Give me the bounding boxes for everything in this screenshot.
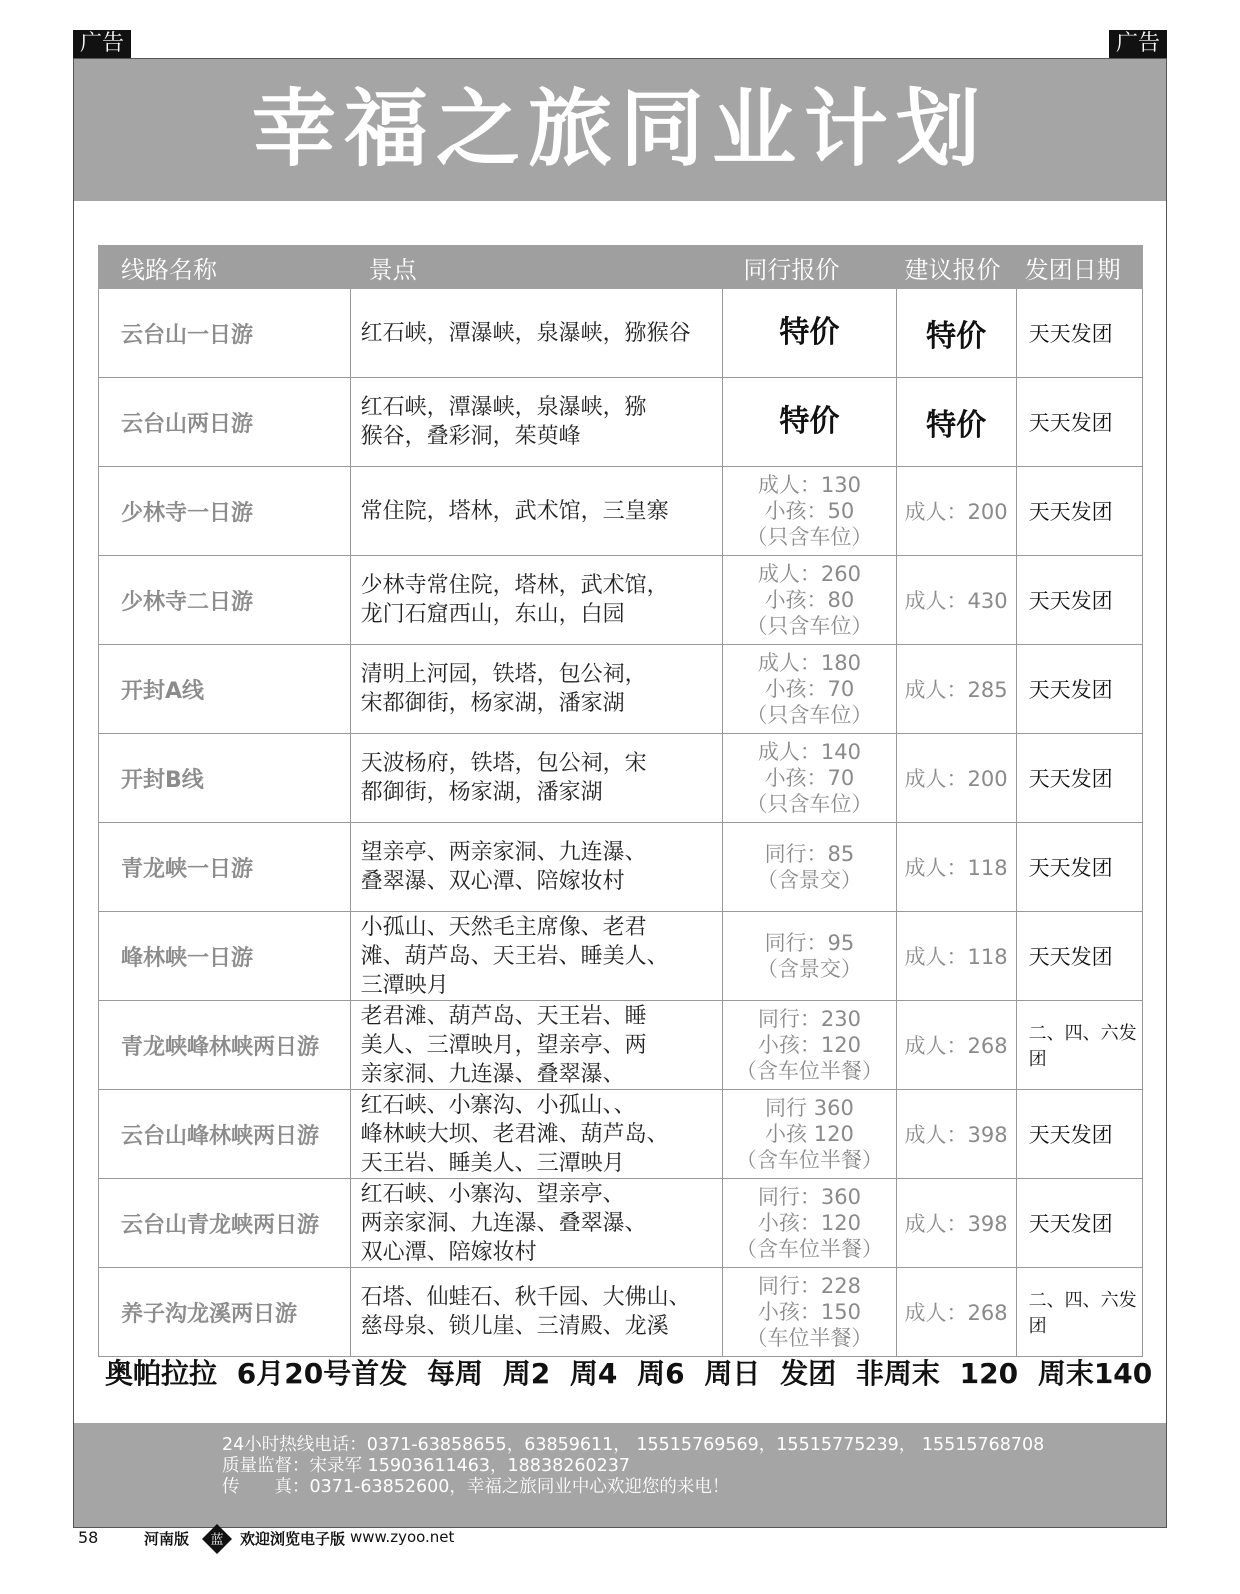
- suggested-price: 成人：118: [896, 912, 1016, 1001]
- sights-line: 峰林峡大坝、老君滩、葫芦岛、: [360, 1121, 669, 1147]
- price-line: 小孩 120: [765, 1122, 854, 1146]
- page-title: 幸福之旅同业计划: [251, 80, 988, 178]
- price-line: 小孩：80: [764, 588, 855, 612]
- peer-price: [723, 1268, 896, 1357]
- departure-date: 天天发团: [1016, 378, 1142, 467]
- price-line: （含车位半餐）: [735, 1237, 883, 1261]
- table-row: [99, 1001, 1143, 1090]
- route-sights: [350, 734, 723, 823]
- departure-date: 天天发团: [1016, 912, 1142, 1001]
- sights-line: 小孤山、天然毛主席像、老君: [360, 914, 647, 940]
- price-line: 特价: [779, 404, 840, 439]
- logo-char: 蓝: [210, 1533, 224, 1548]
- suggested-price: 成人：430: [896, 556, 1016, 645]
- route-sights: [350, 467, 723, 556]
- route-sights: [350, 1268, 723, 1357]
- sights-line: 猴谷，叠彩洞，茱萸峰: [360, 424, 581, 449]
- price-line: （只含车位）: [746, 703, 873, 727]
- route-name: 开封B线: [99, 734, 351, 823]
- route-sights: [350, 378, 723, 467]
- table-row: [99, 734, 1143, 823]
- suggested-price: 特价: [896, 378, 1016, 467]
- departure-date: 天天发团: [1016, 734, 1142, 823]
- sights-line: 红石峡、小寨沟、望亲亭、: [360, 1181, 625, 1207]
- price-line: 小孩：70: [764, 677, 855, 701]
- route-name: 开封A线: [99, 645, 351, 734]
- hotline-text: 24小时热线电话：0371-63858655，63859611， 15515769569，15515775239， 15515768708: [222, 1435, 1045, 1455]
- price-line: 小孩：120: [757, 1211, 861, 1235]
- price-line: （只含车位）: [746, 614, 873, 638]
- price-line: 同行：228: [757, 1274, 861, 1298]
- table-row: [99, 378, 1143, 467]
- sights-line: 望亲亭、两亲家洞、九连瀑、: [360, 840, 647, 865]
- peer-price: [723, 823, 896, 912]
- price-line: 成人：140: [757, 740, 861, 764]
- sights-line: 都御街，杨家湖，潘家湖: [360, 780, 603, 805]
- suggested-price: 成人：398: [896, 1179, 1016, 1268]
- route-name: 少林寺一日游: [99, 467, 351, 556]
- title-banner: [74, 59, 1166, 201]
- sights-line: 红石峡，潭瀑峡，泉瀑峡，猕猴谷: [360, 320, 691, 346]
- sights-line: 叠翠瀑、双心潭、陪嫁妆村: [360, 869, 625, 894]
- route-sights: [350, 823, 723, 912]
- header-suggested-price: 建议报价: [896, 246, 1016, 289]
- price-line: 同行：95: [764, 931, 855, 955]
- ad-label-left: 广告: [73, 30, 131, 58]
- table-row: [99, 1179, 1143, 1268]
- route-name: 云台山两日游: [99, 378, 351, 467]
- sights-line: 老君滩、葫芦岛、天王岩、睡: [360, 1003, 647, 1029]
- peer-price: [723, 467, 896, 556]
- price-line: 小孩：70: [764, 766, 855, 790]
- route-name: 云台山一日游: [99, 289, 351, 378]
- sights-line: 美人、三潭映月，望亲亭、两: [360, 1032, 647, 1058]
- price-line: （车位半餐）: [746, 1326, 873, 1350]
- peer-price: [723, 556, 896, 645]
- suggested-price: 成人：268: [896, 1001, 1016, 1090]
- sights-line: 龙门石窟西山，东山，白园: [360, 602, 625, 627]
- route-table: [98, 245, 1143, 1357]
- sights-line: 宋都御街，杨家湖，潘家湖: [360, 691, 625, 716]
- sights-line: 双心潭、陪嫁妆村: [360, 1239, 537, 1265]
- sights-line: 天王岩、睡美人、三潭映月: [360, 1150, 625, 1176]
- sights-line: 三潭映月: [360, 972, 449, 998]
- suggested-price: 特价: [896, 289, 1016, 378]
- sights-line: 红石峡、小寨沟、小孤山、、: [360, 1092, 636, 1118]
- sights-line: 石塔、仙蛙石、秋千园、大佛山、: [360, 1285, 691, 1310]
- suggested-price: 成人：268: [896, 1268, 1016, 1357]
- price-line: （只含车位）: [746, 792, 873, 816]
- table-header-row: [99, 246, 1143, 289]
- edition-label: 河南版: [144, 1530, 190, 1548]
- departure-date: 天天发团: [1016, 1179, 1142, 1268]
- route-name: 云台山青龙峡两日游: [99, 1179, 351, 1268]
- table-row: [99, 467, 1143, 556]
- price-line: 成人：180: [757, 651, 861, 675]
- page-number: 58: [78, 1528, 99, 1547]
- price-line: （含景交）: [756, 868, 862, 892]
- price-line: （含车位半餐）: [735, 1148, 883, 1172]
- departure-date: 天天发团: [1016, 467, 1142, 556]
- price-line: 成人：260: [757, 562, 861, 586]
- table-row: [99, 1268, 1143, 1357]
- price-line: 小孩：120: [757, 1033, 861, 1057]
- sights-line: 清明上河园，铁塔，包公祠，: [360, 662, 647, 687]
- price-line: （含景交）: [756, 957, 862, 981]
- supervisor-text: 质量监督：宋录军 15903611463，18838260237: [222, 1456, 631, 1476]
- route-name: 少林寺二日游: [99, 556, 351, 645]
- price-line: 同行：230: [757, 1007, 861, 1031]
- header-departure-date: 发团日期: [1016, 246, 1142, 289]
- table-row: [99, 645, 1143, 734]
- route-sights: [350, 645, 723, 734]
- header-peer-price: 同行报价: [723, 246, 896, 289]
- departure-date: 天天发团: [1016, 556, 1142, 645]
- peer-price: [723, 1179, 896, 1268]
- peer-price: [723, 734, 896, 823]
- departure-date: 天天发团: [1016, 645, 1142, 734]
- suggested-price: 成人：118: [896, 823, 1016, 912]
- peer-price: [723, 1090, 896, 1179]
- departure-date: 二、四、六发团: [1016, 1268, 1142, 1357]
- sights-line: 常住院，塔林，武术馆，三皇寨: [360, 498, 669, 524]
- route-sights: [350, 556, 723, 645]
- price-line: 同行 360: [765, 1096, 854, 1120]
- table-row: [99, 289, 1143, 378]
- contact-info: [222, 1435, 1044, 1498]
- price-line: 成人：130: [757, 473, 861, 497]
- sights-line: 天波杨府，铁塔，包公祠，宋: [360, 751, 647, 776]
- price-line: 特价: [779, 315, 840, 350]
- welcome-text: 欢迎浏览电子版: [240, 1530, 346, 1548]
- fax-text: 传 真：0371-63852600，幸福之旅同业中心欢迎您的来电！: [222, 1477, 730, 1497]
- sights-line: 滩、葫芦岛、天王岩、睡美人、: [360, 943, 669, 969]
- sights-line: 慈母泉、锁儿崖、三清殿、龙溪: [360, 1314, 669, 1339]
- suggested-price: 成人：200: [896, 734, 1016, 823]
- departure-date: 天天发团: [1016, 289, 1142, 378]
- peer-price: [723, 912, 896, 1001]
- suggested-price: 成人：285: [896, 645, 1016, 734]
- contact-band: [74, 1423, 1166, 1527]
- route-name: 青龙峡一日游: [99, 823, 351, 912]
- sights-line: 两亲家洞、九连瀑、叠翠瀑、: [360, 1210, 647, 1236]
- peer-price: [723, 289, 896, 378]
- departure-date: 天天发团: [1016, 1090, 1142, 1179]
- price-line: 小孩：150: [757, 1300, 861, 1324]
- promo-note: 奥帕拉拉 6月20号首发 每周 周2 周4 周6 周日 发团 非周末 120 周末140: [105, 1357, 1153, 1390]
- sights-line: 亲家洞、九连瀑、叠翠瀑、: [360, 1061, 625, 1087]
- header-sights: 景点: [350, 246, 723, 289]
- sights-line: 少林寺常住院，塔林，武术馆，: [360, 573, 669, 598]
- route-table-body: [99, 289, 1143, 1357]
- peer-price: [723, 1001, 896, 1090]
- table-row: [99, 1090, 1143, 1179]
- route-sights: [350, 289, 723, 378]
- route-name: 峰林峡一日游: [99, 912, 351, 1001]
- price-line: 小孩：50: [764, 499, 855, 523]
- suggested-price: 成人：200: [896, 467, 1016, 556]
- departure-date: 二、四、六发团: [1016, 1001, 1142, 1090]
- route-name: 云台山峰林峡两日游: [99, 1090, 351, 1179]
- route-sights: [350, 1001, 723, 1090]
- price-line: （只含车位）: [746, 525, 873, 549]
- table-row: [99, 912, 1143, 1001]
- price-line: 同行：360: [757, 1185, 861, 1209]
- peer-price: [723, 378, 896, 467]
- price-line: 同行：85: [764, 842, 855, 866]
- route-sights: [350, 912, 723, 1001]
- magazine-logo-icon: [202, 1524, 232, 1554]
- ad-label-right: 广告: [1109, 30, 1167, 58]
- header-route-name: 线路名称: [99, 246, 351, 289]
- sights-line: 红石峡，潭瀑峡，泉瀑峡，猕: [360, 395, 647, 420]
- price-line: （含车位半餐）: [735, 1059, 883, 1083]
- site-url[interactable]: www.zyoo.net: [350, 1528, 455, 1546]
- route-sights: [350, 1179, 723, 1268]
- table-row: [99, 823, 1143, 912]
- route-name: 青龙峡峰林峡两日游: [99, 1001, 351, 1090]
- departure-date: 天天发团: [1016, 823, 1142, 912]
- peer-price: [723, 645, 896, 734]
- suggested-price: 成人：398: [896, 1090, 1016, 1179]
- route-name: 养子沟龙溪两日游: [99, 1268, 351, 1357]
- table-row: [99, 556, 1143, 645]
- route-sights: [350, 1090, 723, 1179]
